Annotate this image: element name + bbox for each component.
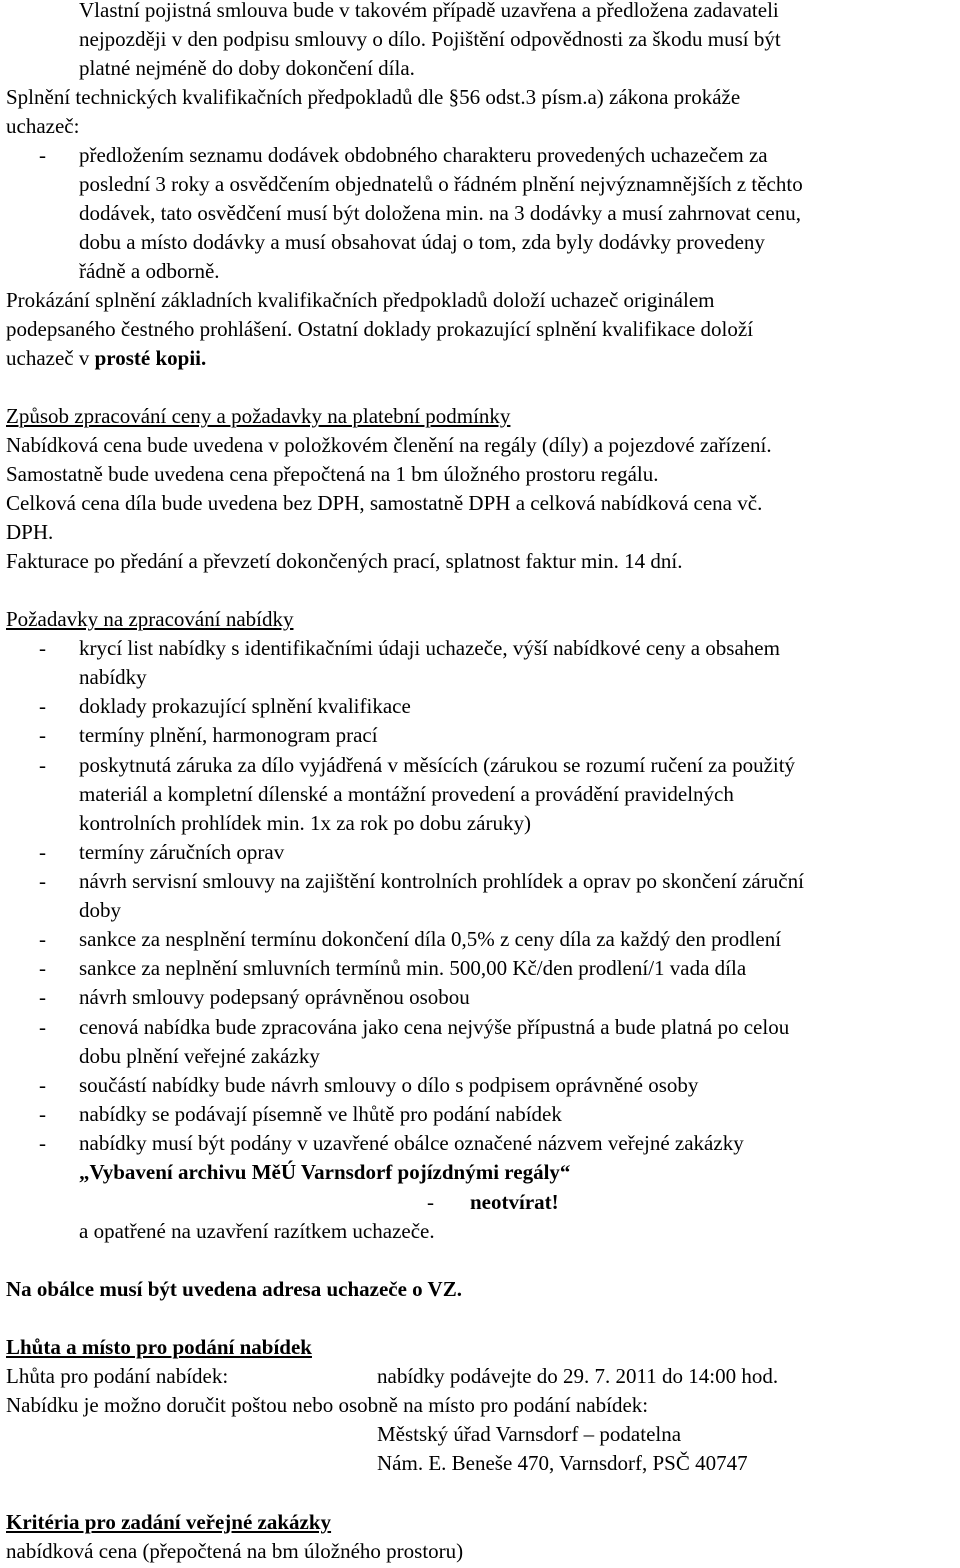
- price-line: DPH.: [6, 520, 54, 544]
- list-item: cenová nabídka bude zpracována jako cena nejvýše přípustná a bude platná po celou: [79, 1015, 790, 1039]
- list-dash: -: [39, 753, 46, 777]
- section-heading: Požadavky na zpracování nabídky: [6, 607, 294, 631]
- intro-paragraph: podepsaného čestného prohlášení. Ostatní doklady prokazující splnění kvalifikace doloží: [6, 317, 754, 341]
- criteria-text: nabídková cena (přepočtená na bm úložného prostoru): [6, 1539, 464, 1563]
- section-heading: Kritéria pro zadání veřejné zakázky: [6, 1510, 332, 1534]
- list-dash: -: [39, 956, 46, 980]
- warning-dash: -: [427, 1190, 434, 1214]
- intro-line: nejpozději v den podpisu smlouvy o dílo. Pojištění odpovědnosti za škodu musí být: [79, 27, 781, 51]
- list-item: termíny záručních oprav: [79, 840, 285, 864]
- bold-text: prosté kopii.: [94, 346, 207, 370]
- list-item: poskytnutá záruka za dílo vyjádřená v měsících (zárukou se rozumí ručení za použitý: [79, 753, 796, 777]
- deadline-value: nabídky podávejte do 29. 7. 2011 do 14:00 hod.: [377, 1364, 779, 1388]
- list-item: návrh servisní smlouvy na zajištění kontrolních prohlídek a oprav po skončení záruční: [79, 869, 804, 893]
- list-item: sankce za nesplnění termínu dokončení díla 0,5% z ceny díla za každý den prodlení: [79, 927, 782, 951]
- list-dash: -: [39, 694, 46, 718]
- price-line: Nabídková cena bude uvedena v položkovém členění na regály (díly) a pojezdové zařízení.: [6, 433, 772, 457]
- list-item: součástí nabídky bude návrh smlouvy o dílo s podpisem oprávněné osoby: [79, 1073, 699, 1097]
- list-item: kontrolních prohlídek min. 1x za rok po dobu záruky): [79, 811, 531, 835]
- list-dash: -: [39, 869, 46, 893]
- list-dash: -: [39, 840, 46, 864]
- list-dash: -: [39, 1073, 46, 1097]
- contract-title: „Vybavení archivu MěÚ Varnsdorf pojízdnými regály“: [79, 1160, 571, 1184]
- intro-paragraph: uchazeč v prosté kopii.: [6, 346, 207, 370]
- list-item: předložením seznamu dodávek obdobného charakteru provedených uchazečem za: [79, 143, 768, 167]
- intro-line: Vlastní pojistná smlouva bude v takovém případě uzavřena a předložena zadavateli: [79, 0, 779, 22]
- list-dash: -: [39, 985, 46, 1009]
- list-item: dodávek, tato osvědčení musí být doložena min. na 3 dodávky a musí zahrnovat cenu,: [79, 201, 801, 225]
- list-item: nabídky se podávají písemně ve lhůtě pro podání nabídek: [79, 1102, 562, 1126]
- intro-paragraph: Prokázání splnění základních kvalifikačních předpokladů doloží uchazeč originálem: [6, 288, 715, 312]
- section-heading: Způsob zpracování ceny a požadavky na platební podmínky: [6, 404, 511, 428]
- list-item: krycí list nabídky s identifikačními údaji uchazeče, výší nabídkové ceny a obsahem: [79, 636, 780, 660]
- intro-paragraph: uchazeč:: [6, 114, 80, 138]
- price-line: Fakturace po předání a převzetí dokončených prací, splatnost faktur min. 14 dní.: [6, 549, 683, 573]
- price-line: Celková cena díla bude uvedena bez DPH, samostatně DPH a celková nabídková cena vč.: [6, 491, 763, 515]
- list-item: návrh smlouvy podepsaný oprávněnou osobou: [79, 985, 470, 1009]
- list-item: nabídky: [79, 665, 147, 689]
- list-dash: -: [39, 1131, 46, 1155]
- list-item: řádně a odborně.: [79, 259, 220, 283]
- price-line: Samostatně bude uvedena cena přepočtená na 1 bm úložného prostoru regálu.: [6, 462, 659, 486]
- list-item: doklady prokazující splnění kvalifikace: [79, 694, 411, 718]
- list-dash: -: [39, 927, 46, 951]
- list-dash: -: [39, 1102, 46, 1126]
- list-dash: -: [39, 723, 46, 747]
- list-dash: -: [39, 636, 46, 660]
- section-heading: Lhůta a místo pro podání nabídek: [6, 1335, 312, 1359]
- address-line: Městský úřad Varnsdorf – podatelna: [377, 1422, 682, 1446]
- envelope-note: Na obálce musí být uvedena adresa uchazeče o VZ.: [6, 1277, 462, 1301]
- list-item: poslední 3 roky a osvědčením objednatelů o řádném plnění nejvýznamnějších z těchto: [79, 172, 803, 196]
- list-item: sankce za neplnění smluvních termínů min. 500,00 Kč/den prodlení/1 vada díla: [79, 956, 747, 980]
- list-dash: -: [39, 143, 46, 167]
- warning-text: neotvírat!: [470, 1190, 559, 1214]
- intro-line: platné nejméně do doby dokončení díla.: [79, 56, 415, 80]
- intro-paragraph: Splnění technických kvalifikačních předpokladů dle §56 odst.3 písm.a) zákona prokáže: [6, 85, 741, 109]
- list-item: materiál a kompletní dílenské a montážní provedení a provádění pravidelných: [79, 782, 734, 806]
- list-item: dobu plnění veřejné zakázky: [79, 1044, 320, 1068]
- address-line: Nám. E. Beneše 470, Varnsdorf, PSČ 40747: [377, 1451, 748, 1475]
- list-item: nabídky musí být podány v uzavřené obálce označené názvem veřejné zakázky: [79, 1131, 744, 1155]
- list-item: doby: [79, 898, 121, 922]
- deadline-label: Lhůta pro podání nabídek:: [6, 1364, 229, 1388]
- seal-note: a opatřené na uzavření razítkem uchazeče.: [79, 1219, 435, 1243]
- delivery-note: Nabídku je možno doručit poštou nebo osobně na místo pro podání nabídek:: [6, 1393, 649, 1417]
- list-item: termíny plnění, harmonogram prací: [79, 723, 378, 747]
- list-dash: -: [39, 1015, 46, 1039]
- list-item: dobu a místo dodávky a musí obsahovat údaj o tom, zda byly dodávky provedeny: [79, 230, 765, 254]
